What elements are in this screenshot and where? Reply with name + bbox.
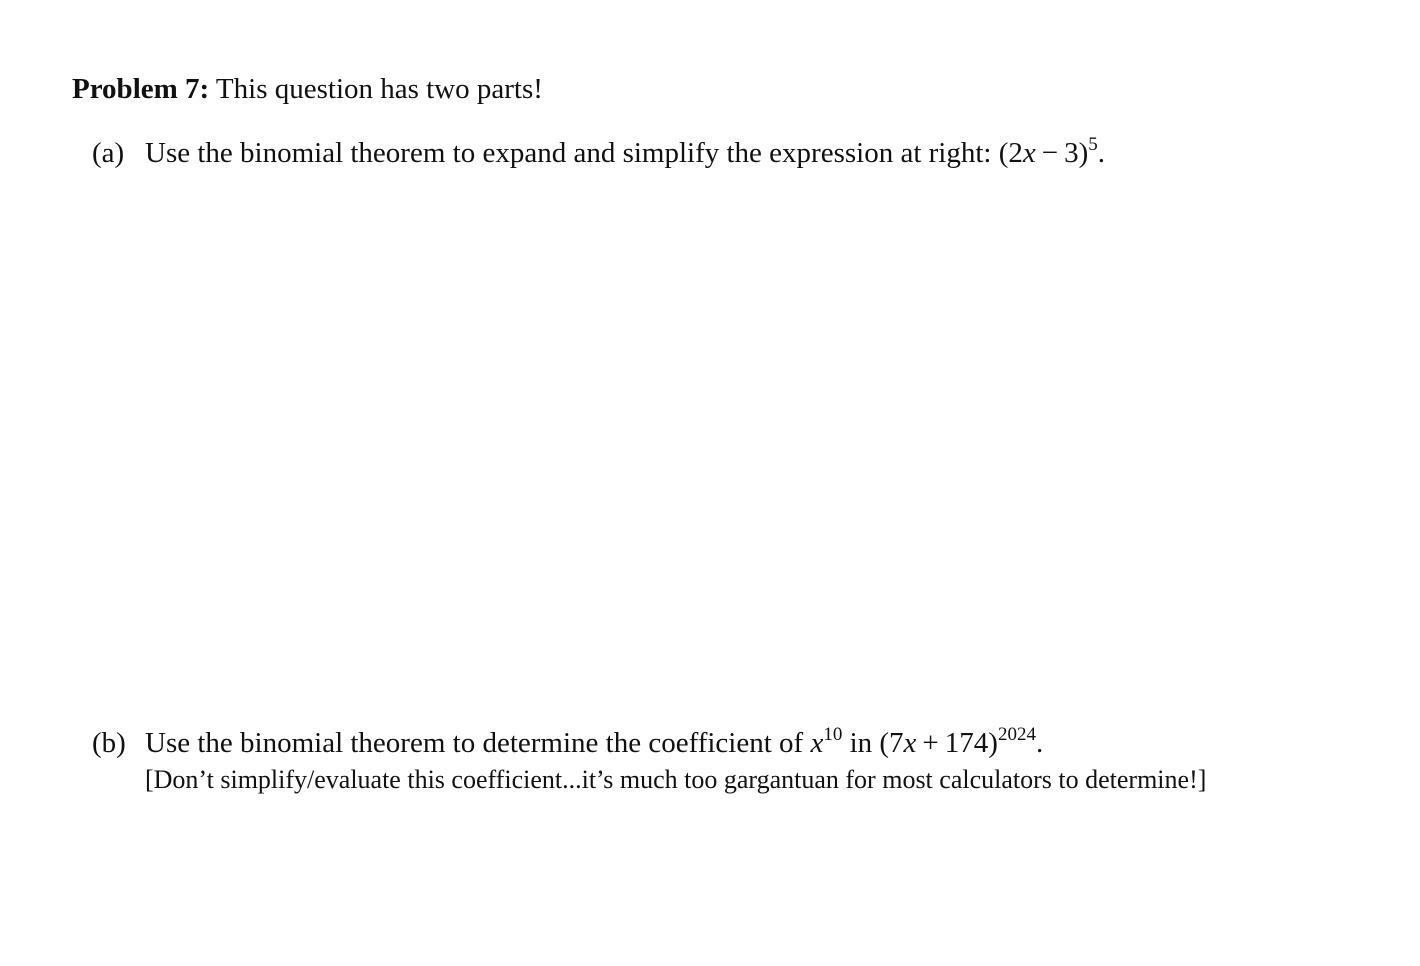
part-b-expr-var: x [903,727,917,759]
part-b-expr-rest: 174) [944,727,998,759]
part-a-expression [998,134,1106,169]
part-a-label: (a) [92,137,125,169]
part-b-expression [879,724,1044,759]
part-b-expr-op: + [922,727,939,759]
part-a-expr-end: . [1097,137,1106,169]
part-b-in-text: in [842,727,880,759]
problem-intro: This question has two parts! [215,73,543,105]
problem-heading [72,75,543,104]
part-b-expr-exponent: 2024 [997,724,1036,745]
part-a-expr-var: x [1022,137,1036,169]
part-b-variable-exponent: 10 [823,724,843,745]
part-b-variable: x [810,727,824,759]
part-a-expr-exponent: 5 [1088,134,1098,155]
part-b-expr-open: (7 [879,727,904,759]
part-b-label: (b) [92,727,126,759]
part-b-statement [145,724,1044,759]
part-a-statement [145,134,1106,169]
part-b-text: Use the binomial theorem to determine the coefficient of [145,727,811,759]
part-a-expr-op: − [1041,137,1059,169]
part-a-text: Use the binomial theorem to expand and simplify the expression at right: [145,137,999,169]
part-b-expr-end: . [1035,727,1044,759]
part-b-note: [Don’t simplify/evaluate this coefficient...it’s much too gargantuan for most calculators to determine!] [145,765,1207,794]
part-a-expr-rest: 3) [1064,137,1089,169]
part-a-expr-open: (2 [998,137,1023,169]
problem-label: Problem 7: [72,73,210,105]
